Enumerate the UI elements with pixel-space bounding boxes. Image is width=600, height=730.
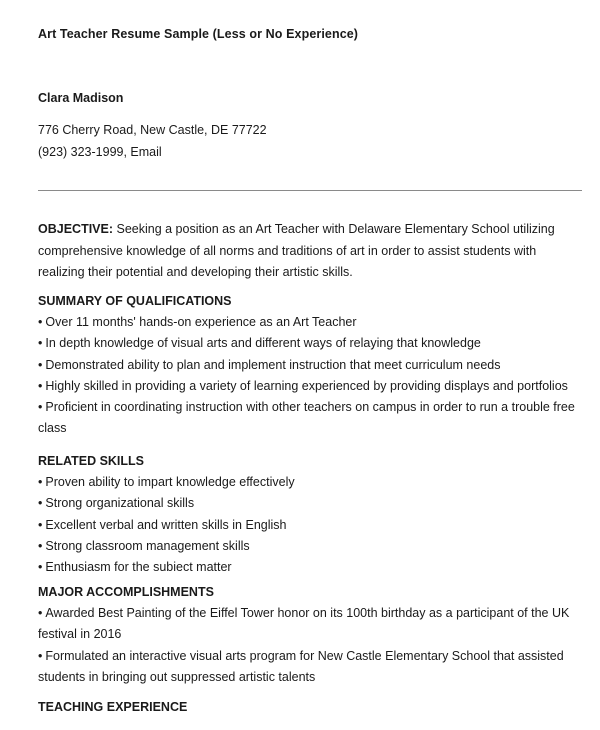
list-item-text: Formulated an interactive visual arts program for New Castle Elementary School that assisted students in bringing out suppressed artistic talents xyxy=(38,648,564,684)
list-item-text: Excellent verbal and written skills in English xyxy=(45,517,287,532)
list-item xyxy=(38,376,578,397)
list-item xyxy=(38,603,578,646)
candidate-name: Clara Madison xyxy=(38,91,124,105)
candidate-address: 776 Cherry Road, New Castle, DE 77722 xyxy=(38,123,267,137)
list-item xyxy=(38,536,578,557)
header-divider xyxy=(38,190,582,191)
bullet-icon: • xyxy=(38,378,43,393)
bullet-icon: • xyxy=(38,336,43,351)
candidate-phone-email: (923) 323-1999, Email xyxy=(38,145,162,159)
list-item-text: Enthusiasm for the subiect matter xyxy=(45,560,232,575)
skills-heading: RELATED SKILLS xyxy=(38,454,145,468)
accomplishments-heading: MAJOR ACCOMPLISHMENTS xyxy=(38,585,214,599)
list-item xyxy=(38,397,578,440)
list-item xyxy=(38,646,578,689)
bullet-icon: • xyxy=(38,496,43,511)
list-item-text: In depth knowledge of visual arts and different ways of relaying that knowledge xyxy=(45,336,481,351)
list-item-text: Strong organizational skills xyxy=(45,496,195,511)
objective-label: OBJECTIVE: xyxy=(38,222,114,236)
objective-text: Seeking a position as an Art Teacher with Delaware Elementary School utilizing comprehensive knowledge of all norms and traditions of art in order to assist students with realizing their potential and developing their artistic skills. xyxy=(38,222,555,279)
bullet-icon: • xyxy=(38,400,43,415)
skills-section xyxy=(38,451,578,578)
objective-section xyxy=(38,219,578,284)
list-item xyxy=(38,493,578,514)
bullet-icon: • xyxy=(38,357,43,372)
list-item-text: Awarded Best Painting of the Eiffel Tower honor on its 100th birthday as a participant of the UK festival in 2016 xyxy=(38,606,570,642)
bullet-icon: • xyxy=(38,475,43,489)
list-item xyxy=(38,333,578,354)
list-item xyxy=(38,312,578,333)
teaching-heading: TEACHING EXPERIENCE xyxy=(38,700,188,714)
accomplishments-section xyxy=(38,582,578,688)
list-item-text: Strong classroom management skills xyxy=(45,538,250,553)
bullet-icon: • xyxy=(38,560,43,575)
skills-list xyxy=(38,472,578,578)
bullet-icon: • xyxy=(38,648,43,663)
accomplishments-list xyxy=(38,603,578,688)
list-item-text: Highly skilled in providing a variety of learning experienced by providing displays and portfolios xyxy=(45,378,568,393)
teaching-section xyxy=(38,697,578,718)
bullet-icon: • xyxy=(38,517,43,532)
summary-list xyxy=(38,312,578,440)
list-item-text: Over 11 months' hands-on experience as an Art Teacher xyxy=(45,315,357,329)
list-item-text: Demonstrated ability to plan and implement instruction that meet curriculum needs xyxy=(45,357,501,372)
bullet-icon: • xyxy=(38,606,43,620)
list-item xyxy=(38,557,578,578)
summary-heading: SUMMARY OF QUALIFICATIONS xyxy=(38,294,232,308)
list-item-text: Proven ability to impart knowledge effectively xyxy=(45,475,295,489)
list-item xyxy=(38,472,578,493)
list-item xyxy=(38,515,578,536)
summary-section xyxy=(38,291,578,440)
list-item-text: Proficient in coordinating instruction with other teachers on campus in order to run a trouble free class xyxy=(38,400,575,436)
bullet-icon: • xyxy=(38,315,43,329)
bullet-icon: • xyxy=(38,538,43,553)
list-item xyxy=(38,355,578,376)
document-title: Art Teacher Resume Sample (Less or No Experience) xyxy=(38,27,359,41)
